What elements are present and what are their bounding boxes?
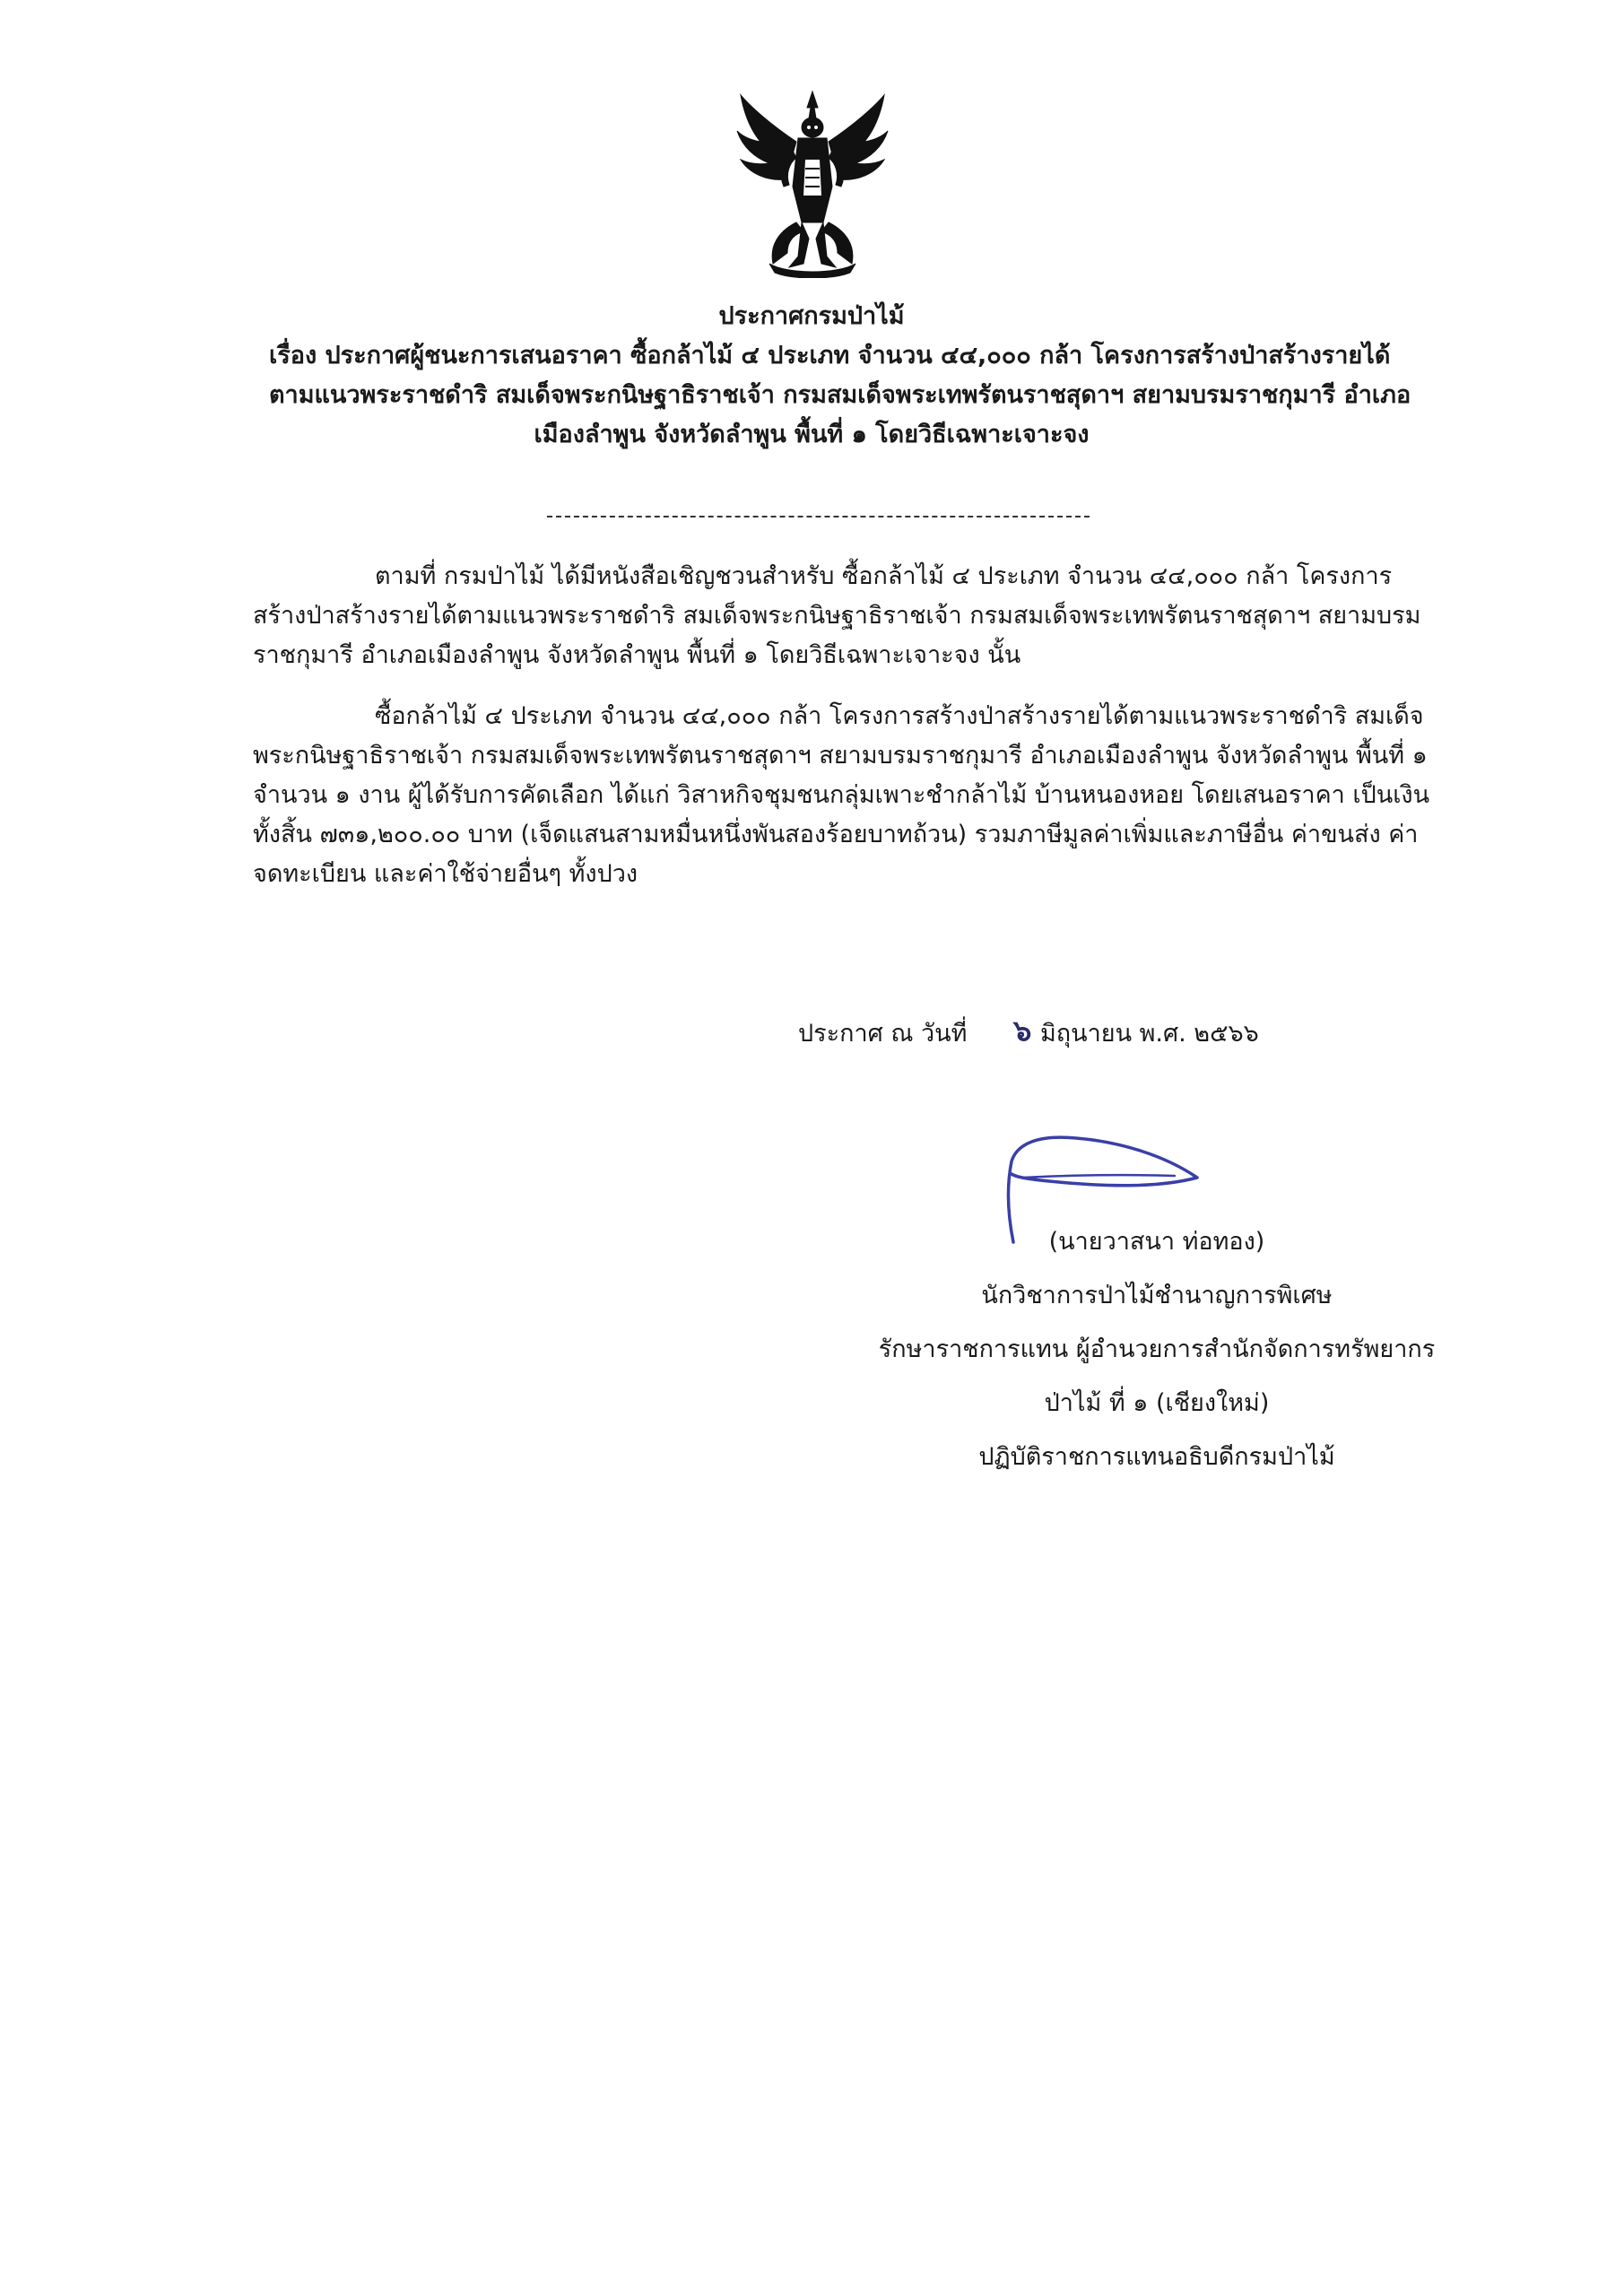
subject-line-3: เมืองลำพูน จังหวัดลำพูน พื้นที่ ๑ โดยวิธีเฉพาะเจาะจง <box>534 421 1090 448</box>
heading-divider <box>547 516 1090 517</box>
paragraph2-line-1: ซื้อกล้าไม้ ๔ ประเภท จำนวน ๔๔,๐๐๐ กล้า โครงการสร้างป่าสร้างรายได้ตามแนวพระราชดำริ สมเด็จ <box>375 702 1424 730</box>
paragraph2-line-4: ทั้งสิ้น ๗๓๑,๒๐๐.๐๐ บาท (เจ็ดแสนสามหมื่นหนึ่งพันสองร้อยบาทถ้วน) รวมภาษีมูลค่าเพิ่มและภาษีอื่น ค่าขนส่ง ค่า <box>253 821 1419 848</box>
acting-line-2: ป่าไม้ ที่ ๑ (เชียงใหม่) <box>1044 1389 1270 1417</box>
acting-line-1: รักษาราชการแทน ผู้อำนวยการสำนักจัดการทรัพยากร <box>878 1335 1436 1363</box>
signatory-name: (นายวาสนา ท่อทอง) <box>1048 1228 1265 1256</box>
subject-line-2: ตามแนวพระราชดำริ สมเด็จพระกนิษฐาธิราชเจ้า กรมสมเด็จพระเทพรัตนราชสุดาฯ สยามบรมราชกุมารี อำเภอ <box>269 381 1411 409</box>
paragraph2-line-3: จำนวน ๑ งาน ผู้ได้รับการคัดเลือก ได้แก่ วิสาหกิจชุมชนกลุ่มเพาะชำกล้าไม้ บ้านหนองหอย โดยเสนอราคา เป็นเงิน <box>253 781 1430 809</box>
paragraph2-line-5: จดทะเบียน และค่าใช้จ่ายอื่นๆ ทั้งปวง <box>253 860 638 888</box>
paragraph2-line-2: พระกนิษฐาธิราชเจ้า กรมสมเด็จพระเทพรัตนราชสุดาฯ สยามบรมราชกุมารี อำเภอเมืองลำพูน จังหวัดลำพูน พื้นที่ ๑ <box>253 742 1428 770</box>
date-prefix: ประกาศ ณ วันที่ <box>798 1020 968 1048</box>
paragraph1-line-1: ตามที่ กรมป่าไม้ ได้มีหนังสือเชิญชวนสำหรับ ซื้อกล้าไม้ ๔ ประเภท จำนวน ๔๔,๐๐๐ กล้า โครงการ <box>375 562 1393 590</box>
date-month-year: มิถุนายน พ.ศ. ๒๕๖๖ <box>1040 1020 1259 1048</box>
paragraph1-line-2: สร้างป่าสร้างรายได้ตามแนวพระราชดำริ สมเด็จพระกนิษฐาธิราชเจ้า กรมสมเด็จพระเทพรัตนราชสุดาฯ สยามบรม <box>253 602 1421 630</box>
announcement-issuer: ประกาศกรมป่าไม้ <box>718 302 905 330</box>
acting-line-3: ปฏิบัติราชการแทนอธิบดีกรมป่าไม้ <box>978 1443 1335 1471</box>
garuda-emblem-icon <box>734 88 891 278</box>
paragraph1-line-3: ราชกุมารี อำเภอเมืองลำพูน จังหวัดลำพูน พื้นที่ ๑ โดยวิธีเฉพาะเจาะจง นั้น <box>253 641 1021 669</box>
subject-line-1: เรื่อง ประกาศผู้ชนะการเสนอราคา ซื้อกล้าไม้ ๔ ประเภท จำนวน ๔๔,๐๐๐ กล้า โครงการสร้างป่าสร้างรายได้ <box>269 342 1391 370</box>
date-day: ๖ <box>1013 1013 1032 1048</box>
signatory-position: นักวิชาการป่าไม้ชำนาญการพิเศษ <box>981 1282 1333 1309</box>
